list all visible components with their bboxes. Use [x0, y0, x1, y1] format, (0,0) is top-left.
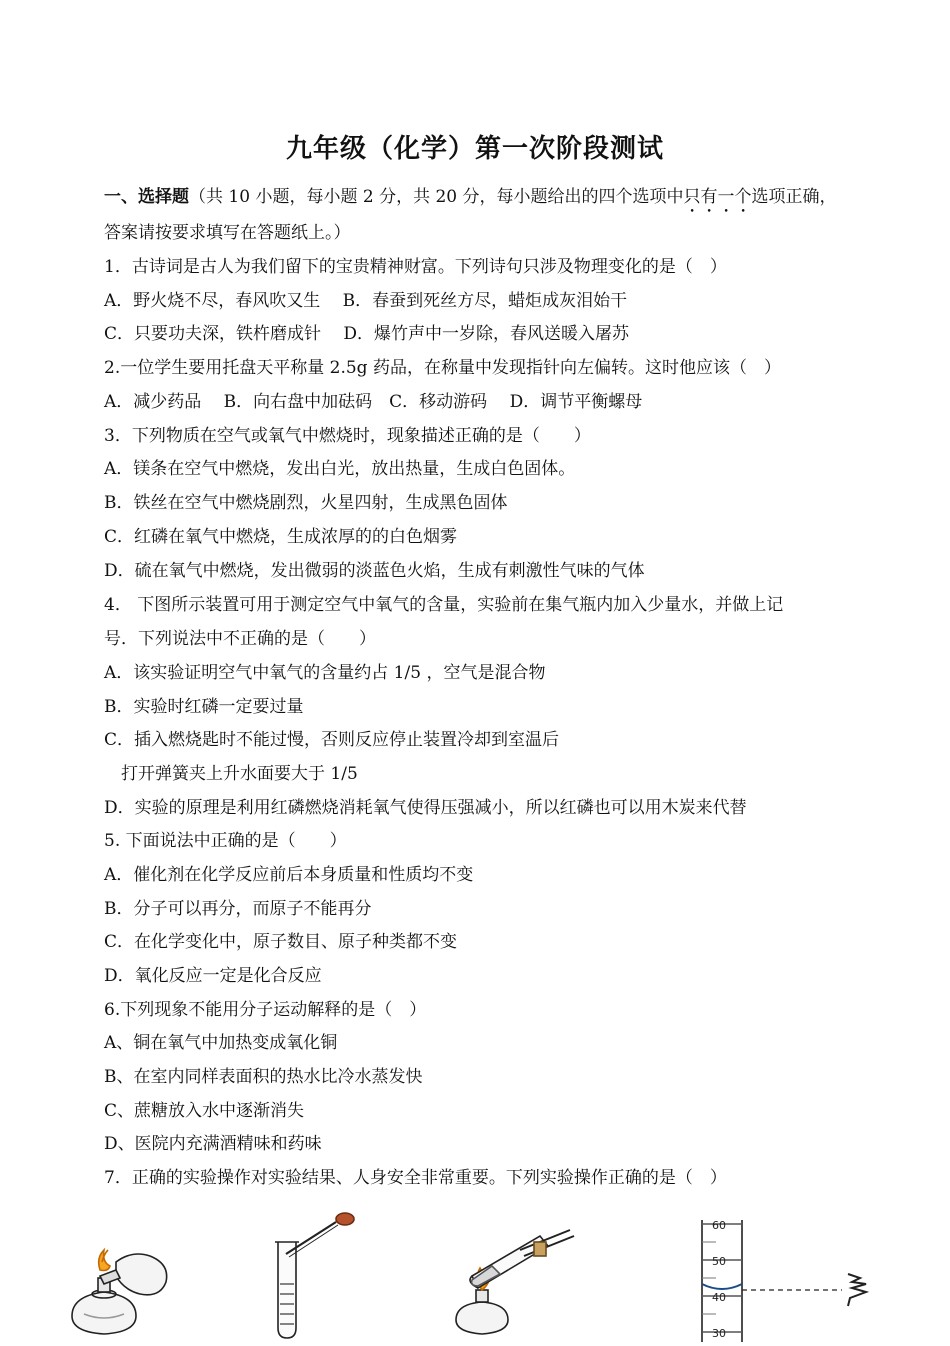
section-heading: 一、选择题: [104, 187, 189, 207]
q4-option-b: B．实验时红磷一定要过量: [104, 697, 304, 717]
heating-test-tube-figure: [456, 1230, 574, 1334]
q1-options-ab: A．野火烧不尽，春风吹又生 B．春蚕到死丝方尽，蜡炬成灰泪始干: [104, 291, 628, 311]
section-instructions: [104, 186, 837, 217]
section-note-line2: 答案请按要求填写在答题纸上。）: [104, 223, 351, 243]
section-note-emphasis: 只有一个: [683, 187, 752, 207]
q2-options: A．减少药品 B．向右盘中加砝码 C．移动游码 D．调节平衡螺母: [104, 392, 643, 412]
q6-option-b: B、在室内同样表面积的热水比冷水蒸发快: [104, 1067, 423, 1087]
question-3: 3．下列物质在空气或氧气中燃烧时，现象描述正确的是（ ）: [104, 426, 591, 446]
q6-option-d: D、医院内充满酒精味和药味: [104, 1134, 322, 1154]
question-4: 4． 下图所示装置可用于测定空气中氧气的含量，实验前在集气瓶内加入少量水，并做上记: [104, 595, 784, 615]
q4-option-a: A．该实验证明空气中氧气的含量约占 1/5 ，空气是混合物: [104, 663, 546, 683]
q5-option-c: C．在化学变化中，原子数目、原子种类都不变: [104, 932, 458, 952]
cylinder-tick-50: 50: [712, 1255, 726, 1268]
q3-option-b: B．铁丝在空气中燃烧剧烈，火星四射，生成黑色固体: [104, 493, 508, 513]
question-2: 2.一位学生要用托盘天平称量 2.5g 药品，在称量中发现指针向左偏转。这时他应该（ ）: [104, 358, 781, 378]
section-note-post: 选项正确，: [751, 187, 837, 207]
question-1: 1．古诗词是古人为我们留下的宝贵精神财富。下列诗句只涉及物理变化的是（ ）: [104, 257, 727, 277]
q5-option-b: B．分子可以再分，而原子不能再分: [104, 899, 372, 919]
question-5: 5. 下面说法中正确的是（ ）: [104, 831, 347, 851]
cylinder-tick-40: 40: [712, 1291, 726, 1304]
q6-option-c: C、蔗糖放入水中逐渐消失: [104, 1101, 305, 1121]
page-title: 九年级（化学）第一次阶段测试: [285, 134, 664, 164]
question-4-line2: 号．下列说法中不正确的是（ ）: [104, 629, 376, 649]
q3-option-a: A．镁条在空气中燃烧，发出白光，放出热量，生成白色固体。: [104, 459, 576, 479]
q5-option-a: A．催化剂在化学反应前后本身质量和性质均不变: [104, 865, 474, 885]
q3-option-d: D．硫在氧气中燃烧，发出微弱的淡蓝色火焰，生成有刺激性气味的气体: [104, 561, 645, 581]
alcohol-lamp-lighting-figure: [72, 1250, 167, 1334]
q7-figures-svg: [0, 1210, 950, 1342]
cylinder-tick-60: 60: [712, 1219, 726, 1232]
question-6: 6.下列现象不能用分子运动解释的是（ ）: [104, 1000, 427, 1020]
question-7: 7．正确的实验操作对实验结果、人身安全非常重要。下列实验操作正确的是（ ）: [104, 1168, 727, 1188]
q4-option-c: C．插入燃烧匙时不能过慢，否则反应停止装置冷却到室温后: [104, 730, 560, 750]
q7-figures: [0, 1210, 950, 1342]
measuring-cylinder-figure: [702, 1220, 866, 1342]
q6-option-a: A、铜在氧气中加热变成氧化铜: [104, 1033, 338, 1053]
q4-option-d: D．实验的原理是利用红磷燃烧消耗氧气使得压强减小，所以红磷也可以用木炭来代替: [104, 798, 747, 818]
q5-option-d: D．氧化反应一定是化合反应: [104, 966, 322, 986]
dropper-test-tube-figure: [275, 1213, 354, 1338]
cylinder-tick-30: 30: [712, 1327, 726, 1340]
q1-options-cd: C．只要功夫深，铁杵磨成针 D．爆竹声中一岁除，春风送暖入屠苏: [104, 324, 630, 344]
q3-option-c: C．红磷在氧气中燃烧，生成浓厚的的白色烟雾: [104, 527, 458, 547]
q4-option-c-cont: 打开弹簧夹上升水面要大于 1/5: [104, 764, 358, 784]
section-note-pre: （共 10 小题，每小题 2 分，共 20 分，每小题给出的四个选项中: [189, 187, 684, 207]
